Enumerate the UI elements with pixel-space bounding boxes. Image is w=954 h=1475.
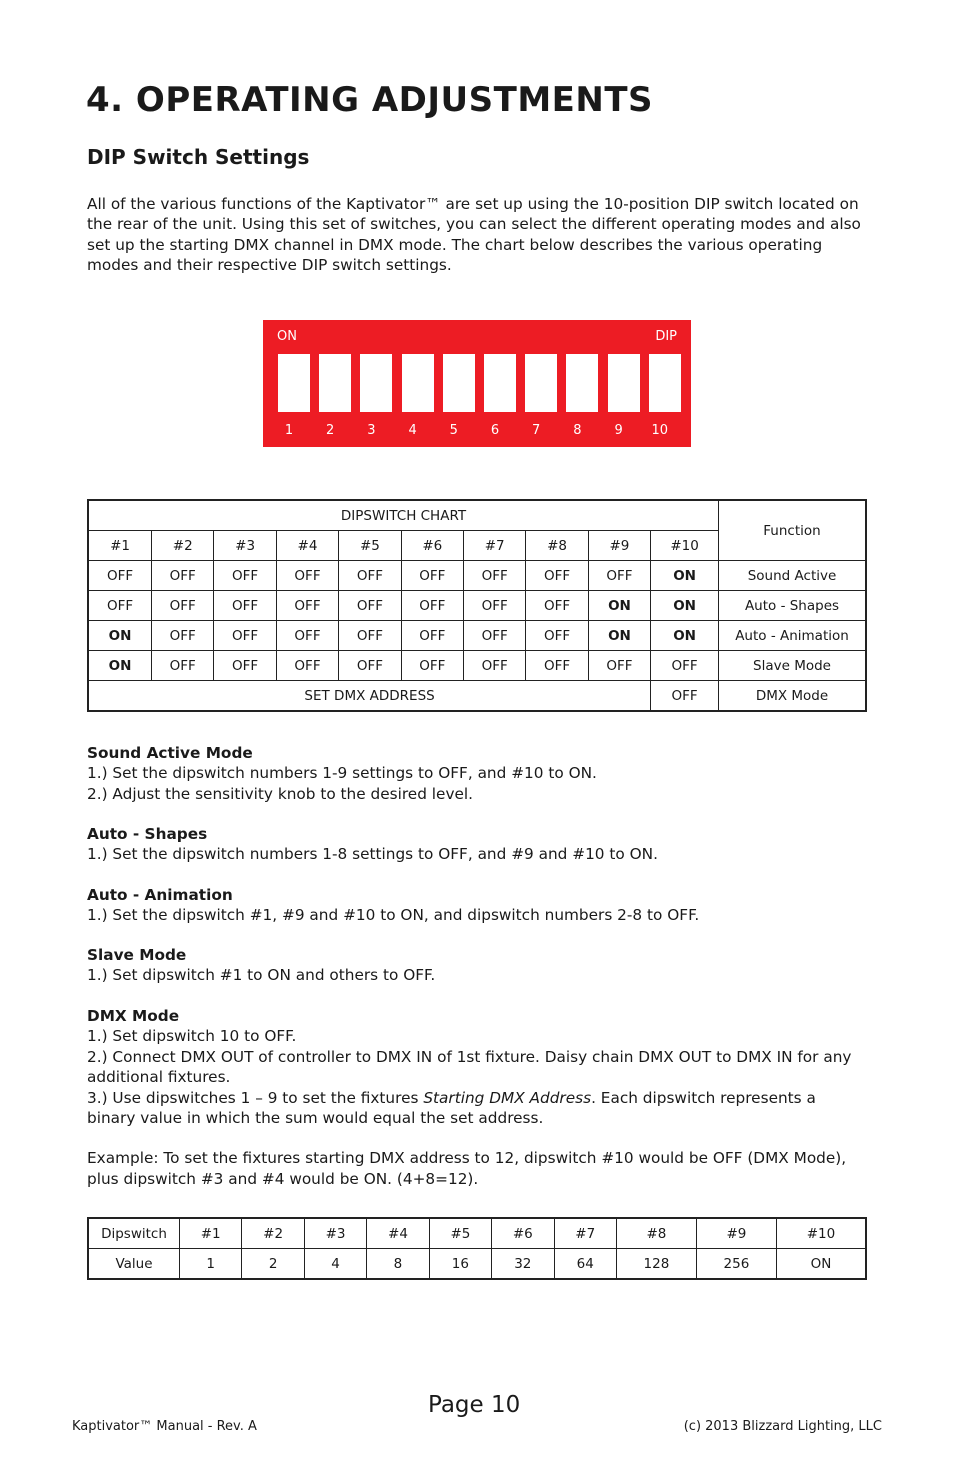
switch-state-cell: OFF [401, 651, 463, 681]
column-header: #9 [588, 531, 650, 561]
section-title: Sound Active Mode [87, 744, 253, 762]
table-row [88, 591, 866, 621]
step-line: 2.) Adjust the sensitivity knob to the desired level. [87, 784, 474, 803]
dipswitch-value-table [87, 1217, 867, 1280]
example-paragraph: Example: To set the fixtures starting DMX address to 12, dipswitch #10 would be OFF (DMX Mode), plus dipswitch #3 and #4 would be ON. (4+8=12). [87, 1149, 847, 1188]
switch-state-cell: OFF [152, 591, 214, 621]
switch-state-cell: OFF [276, 651, 338, 681]
switch-state-cell: OFF [214, 621, 276, 651]
column-header: #8 [526, 531, 588, 561]
column-header: #5 [339, 531, 401, 561]
switch-state-cell: OFF [88, 561, 152, 591]
footer-manual-title: Kaptivator™ Manual - Rev. A [72, 1419, 257, 1434]
step-line: 1.) Set the dipswitch #1, #9 and #10 to ON, and dipswitch numbers 2-8 to OFF. [87, 906, 700, 925]
function-cell: Slave Mode [719, 651, 867, 681]
dip-switch-slot [525, 354, 557, 412]
dip-switch-slot [608, 354, 640, 412]
slave-mode-section [87, 945, 877, 986]
table-row [88, 621, 866, 651]
footer-copyright: (c) 2013 Blizzard Lighting, LLC [683, 1419, 882, 1434]
value-cell: ON [776, 1249, 866, 1280]
dip-switch-number: 6 [490, 423, 500, 438]
dip-switch-slot [649, 354, 681, 412]
switch-state-cell: OFF [526, 621, 588, 651]
dip-switch-number: 1 [284, 423, 294, 438]
dip-switch-number: 7 [532, 423, 541, 438]
function-header: Function [719, 500, 867, 561]
switch-state-cell: ON [651, 621, 719, 651]
step-text: 3.) Use dipswitches 1 – 9 to set the fixtures [87, 1088, 424, 1107]
step-line: 2.) Connect DMX OUT of controller to DMX IN of 1st fixture. Daisy chain DMX OUT to DMX IN for any additional fixtures. [87, 1047, 852, 1087]
switch-state-cell: OFF [526, 591, 588, 621]
column-header: #1 [88, 531, 152, 561]
value-cell: 2 [242, 1249, 304, 1280]
dip-switch-number: 8 [573, 423, 582, 438]
page-heading: 4. OPERATING ADJUSTMENTS [86, 80, 654, 120]
section-title: Auto - Animation [87, 886, 233, 904]
switch-state-cell: OFF [152, 561, 214, 591]
dip-switch-slot [484, 354, 516, 412]
switch-state-cell: OFF [463, 591, 525, 621]
dip-switch-slot [319, 354, 351, 412]
dip-switch-number: 4 [408, 423, 417, 438]
switch-state-cell: OFF [651, 651, 719, 681]
switch-cell: #3 [304, 1218, 366, 1249]
switch-cell: #7 [554, 1218, 616, 1249]
column-header: #10 [651, 531, 719, 561]
value-cell: 4 [304, 1249, 366, 1280]
dip-switch-number: 9 [614, 423, 623, 438]
switch-state-cell: OFF [401, 591, 463, 621]
dip-label: DIP [655, 329, 677, 344]
dip-switch-number: 10 [651, 423, 669, 438]
column-header: #2 [152, 531, 214, 561]
switch-state-cell: OFF [88, 591, 152, 621]
dip-switch-number: 3 [367, 423, 376, 438]
function-cell: Auto - Shapes [719, 591, 867, 621]
switch-state-cell: OFF [276, 591, 338, 621]
dip-switch-slot [360, 354, 392, 412]
table-row [88, 1249, 866, 1280]
switch-cell: #6 [492, 1218, 554, 1249]
switch-state-cell: OFF [588, 651, 650, 681]
step-line: 1.) Set dipswitch 10 to OFF. [87, 1027, 297, 1046]
table-row [88, 681, 866, 712]
switch-state-cell: OFF [152, 651, 214, 681]
switch-state-cell: OFF [214, 651, 276, 681]
switch-cell: #9 [696, 1218, 776, 1249]
step-emphasis: Starting DMX Address [423, 1088, 592, 1107]
sound-active-section [87, 743, 877, 804]
switch-state-cell: ON [651, 591, 719, 621]
step-line [87, 1088, 857, 1129]
dip-switch-slot [443, 354, 475, 412]
dip-switch-number: 2 [326, 423, 335, 438]
switch-cell: #1 [180, 1218, 242, 1249]
value-cell: 256 [696, 1249, 776, 1280]
value-cell: 32 [492, 1249, 554, 1280]
step-line: 1.) Set the dipswitch numbers 1-9 settings to OFF, and #10 to ON. [87, 764, 597, 783]
column-header: #4 [276, 531, 338, 561]
switch-state-cell: OFF [651, 681, 719, 712]
switch-state-cell: OFF [214, 591, 276, 621]
function-cell: Auto - Animation [719, 621, 867, 651]
dipswitch-chart [87, 499, 867, 712]
switch-state-cell: OFF [401, 561, 463, 591]
chart-title-row [88, 500, 866, 531]
chart-title: DIPSWITCH CHART [88, 500, 719, 531]
switch-state-cell: ON [88, 621, 152, 651]
switch-state-cell: OFF [339, 561, 401, 591]
switch-state-cell: OFF [339, 621, 401, 651]
switch-state-cell: OFF [276, 621, 338, 651]
switch-state-cell: OFF [588, 561, 650, 591]
auto-animation-section [87, 885, 877, 926]
intro-paragraph: All of the various functions of the Kaptivator™ are set up using the 10-position DIP switch located on the rear of the unit. Using this set of switches, you can select the different operating modes and also set up the starting DMX channel in DMX mode. The chart below describes the various operating modes and their respective DIP switch settings. [87, 195, 861, 275]
switch-cell: #4 [367, 1218, 429, 1249]
value-cell: 1 [180, 1249, 242, 1280]
switch-state-cell: OFF [526, 651, 588, 681]
column-header: #6 [401, 531, 463, 561]
switch-state-cell: OFF [526, 561, 588, 591]
switch-state-cell: OFF [339, 651, 401, 681]
section-title: Slave Mode [87, 946, 187, 964]
value-cell: 8 [367, 1249, 429, 1280]
function-cell: Sound Active [719, 561, 867, 591]
row-label: Value [88, 1249, 180, 1280]
auto-shapes-section [87, 824, 877, 865]
dmx-mode-section [87, 1006, 857, 1189]
switch-state-cell: ON [588, 621, 650, 651]
switch-state-cell: OFF [401, 621, 463, 651]
switch-state-cell: OFF [276, 561, 338, 591]
switch-cell: #8 [616, 1218, 696, 1249]
table-row [88, 651, 866, 681]
dip-on-label: ON [277, 329, 297, 344]
section-title: Auto - Shapes [87, 825, 208, 843]
switch-state-cell: ON [588, 591, 650, 621]
value-cell: 16 [429, 1249, 491, 1280]
switch-state-cell: OFF [152, 621, 214, 651]
dip-switch-slot [402, 354, 434, 412]
dip-switch-diagram [263, 320, 691, 447]
switch-cell: #10 [776, 1218, 866, 1249]
step-line: 1.) Set dipswitch #1 to ON and others to OFF. [87, 966, 436, 985]
value-cell: 64 [554, 1249, 616, 1280]
function-cell: DMX Mode [719, 681, 867, 712]
switch-cell: #2 [242, 1218, 304, 1249]
switch-state-cell: OFF [339, 591, 401, 621]
switch-state-cell: ON [651, 561, 719, 591]
section-title: DMX Mode [87, 1007, 180, 1025]
switch-state-cell: OFF [214, 561, 276, 591]
switch-state-cell: OFF [463, 621, 525, 651]
dip-switch-slot [566, 354, 598, 412]
step-text: . Each dipswitch represents a binary value in which the sum would equal the set address. [87, 1088, 816, 1128]
dip-switch-number: 5 [449, 423, 458, 438]
value-cell: 128 [616, 1249, 696, 1280]
table-row [88, 561, 866, 591]
switch-state-cell: OFF [463, 651, 525, 681]
row-label: Dipswitch [88, 1218, 180, 1249]
switch-state-cell: OFF [463, 561, 525, 591]
column-header: #3 [214, 531, 276, 561]
switch-state-cell: ON [88, 651, 152, 681]
set-dmx-address-cell: SET DMX ADDRESS [88, 681, 651, 712]
column-header: #7 [463, 531, 525, 561]
switch-cell: #5 [429, 1218, 491, 1249]
page-number: Page 10 [428, 1392, 521, 1418]
section-subheading: DIP Switch Settings [87, 145, 310, 169]
table-row [88, 1218, 866, 1249]
dip-switch-slot [278, 354, 310, 412]
step-line: 1.) Set the dipswitch numbers 1-8 settings to OFF, and #9 and #10 to ON. [87, 845, 658, 864]
